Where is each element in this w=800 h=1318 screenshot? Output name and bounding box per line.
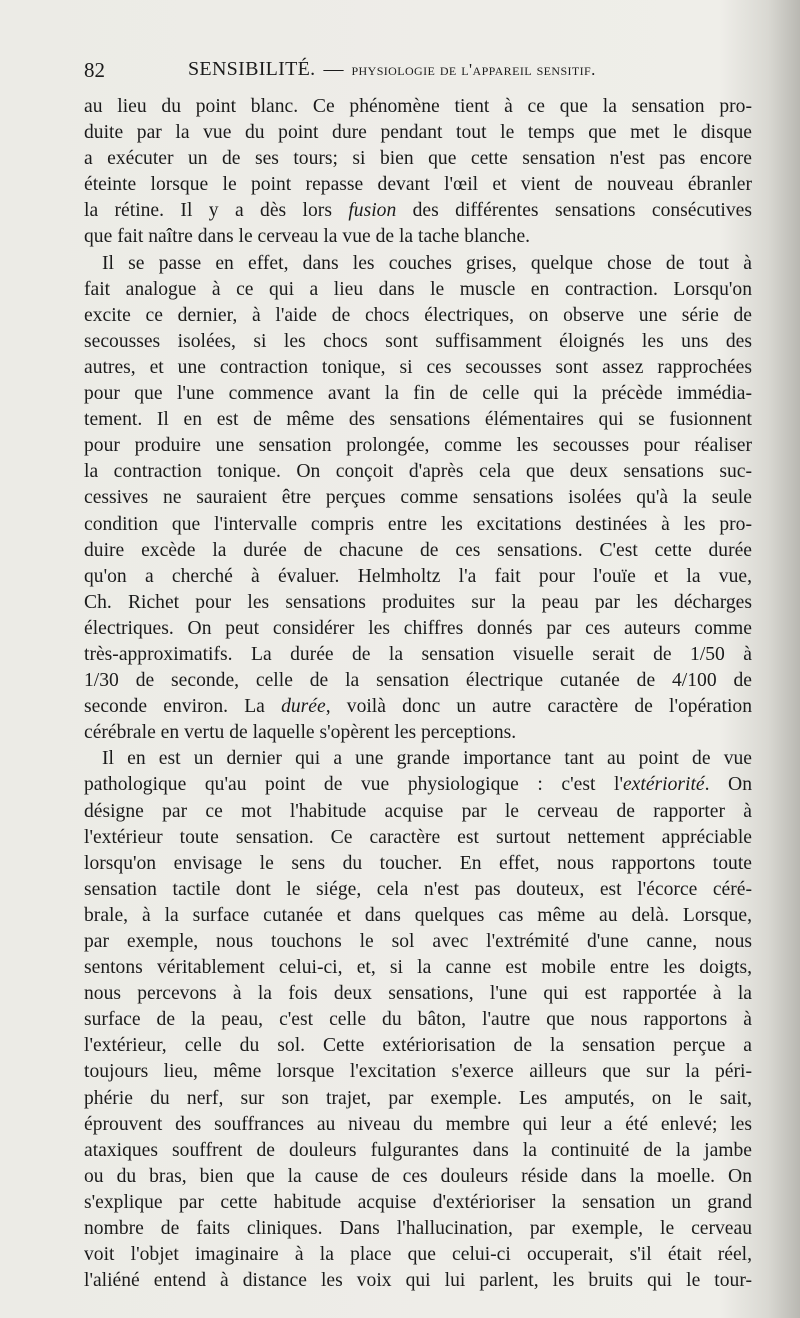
text-line	[84, 1190, 752, 1216]
text-run: toujours lieu, même lorsque l'excitation s'exerce ailleurs que sur la péri-	[84, 1061, 752, 1083]
page-number: 82	[84, 58, 105, 82]
text-run: , voilà donc un autre caractère de l'opération	[325, 696, 752, 718]
chapter-title: SENSIBILITÉ.	[188, 58, 316, 80]
text-line	[84, 616, 752, 642]
italic-term: fusion	[348, 200, 397, 222]
text-line	[84, 929, 752, 955]
text-line	[84, 459, 752, 485]
text-run: cessives ne sauraient être perçues comme sensations isolées qu'à la seule	[84, 487, 752, 509]
text-run: sensation tactile dont le siége, cela n'est pas douteux, est l'écorce céré-	[84, 878, 752, 900]
text-run: . On	[704, 774, 753, 796]
text-run: pathologique qu'au point de vue physiologique : c'est l'	[84, 774, 623, 796]
text-line	[84, 433, 752, 459]
text-run: désigne par ce mot l'habitude acquise par le cerveau de rapporter à	[84, 800, 752, 822]
text-line	[84, 485, 752, 511]
text-line	[84, 1216, 752, 1242]
text-run: éteinte lorsque le point repasse devant l'œil et vient de nouveau ébranler	[84, 174, 752, 196]
text-run: lorsqu'on envisage le sens du toucher. En effet, nous rapportons toute	[84, 852, 752, 874]
text-run: brale, à la surface cutanée et dans quelques cas même au delà. Lorsque,	[84, 904, 752, 926]
text-line	[84, 1112, 752, 1138]
text-run: autres, et une contraction tonique, si ces secousses sont assez rapprochées	[84, 356, 752, 378]
text-line	[84, 903, 752, 929]
italic-term: durée	[281, 696, 326, 718]
text-line	[84, 1138, 752, 1164]
text-line	[84, 355, 752, 381]
text-run: par exemple, nous touchons le sol avec l'extrémité d'une canne, nous	[84, 931, 752, 952]
text-line	[84, 94, 752, 120]
text-line	[84, 720, 752, 746]
text-line	[84, 381, 752, 407]
text-line	[84, 1059, 752, 1085]
text-line	[84, 1164, 752, 1190]
text-run: surface de la peau, c'est celle du bâton, l'autre que nous rapportons à	[84, 1009, 752, 1031]
text-run: secousses isolées, si les chocs sont suffisamment éloignés les uns des	[84, 330, 752, 352]
text-line	[84, 642, 752, 668]
text-run: au lieu du point blanc. Ce phénomène tient à ce que la sensation pro-	[84, 96, 752, 117]
text-run: éprouvent des souffrances au niveau du membre qui leur a été enlevé; les	[84, 1113, 752, 1135]
text-line	[84, 512, 752, 538]
text-line	[84, 825, 752, 851]
text-line	[84, 564, 752, 590]
text-line	[84, 538, 752, 564]
text-run: des différentes sensations consécutives	[396, 200, 752, 222]
text-run: voit l'objet imaginaire à la place que celui-ci occuperait, s'il était réel,	[84, 1244, 752, 1266]
text-line	[84, 198, 752, 224]
text-run: ou du bras, bien que la cause de ces douleurs réside dans la moelle. On	[84, 1165, 752, 1187]
text-run: très-approximatifs. La durée de la sensation visuelle serait de 1/50 à	[84, 643, 752, 665]
text-line	[84, 772, 752, 798]
text-run: la contraction tonique. On conçoit d'après cela que deux sensations suc-	[84, 461, 752, 483]
text-run: nombre de faits cliniques. Dans l'hallucination, par exemple, le cerveau	[84, 1218, 752, 1240]
text-line	[84, 955, 752, 981]
text-run: Il se passe en effet, dans les couches grises, quelque chose de tout à	[102, 252, 752, 274]
text-line	[84, 851, 752, 877]
text-run: pour que l'une commence avant la fin de celle qui la précède immédia-	[84, 383, 752, 405]
italic-term: extériorité	[622, 774, 705, 796]
text-run: électriques. On peut considérer les chiffres donnés par ces auteurs comme	[84, 617, 752, 639]
text-line	[84, 877, 752, 903]
text-line	[84, 251, 752, 277]
text-run: Ch. Richet pour les sensations produites sur la peau par les décharges	[84, 591, 752, 613]
text-run: s'explique par cette habitude acquise d'extérioriser la sensation un grand	[84, 1191, 752, 1213]
text-line	[84, 146, 752, 172]
text-line	[84, 1242, 752, 1268]
text-line	[84, 981, 752, 1007]
text-line	[84, 1033, 752, 1059]
text-run: l'extérieur toute sensation. Ce caractère est surtout nettement appréciable	[84, 826, 752, 848]
running-header	[84, 58, 764, 88]
text-line	[84, 1268, 752, 1294]
text-line	[84, 746, 752, 772]
text-run: que fait naître dans le cerveau la vue de la tache blanche.	[84, 226, 531, 248]
text-line	[84, 799, 752, 825]
text-run: seconde environ. La	[84, 696, 282, 718]
text-line	[84, 329, 752, 355]
text-run: excite ce dernier, à l'aide de chocs électriques, on observe une série de	[84, 304, 752, 326]
text-run: 1/30 de seconde, celle de la sensation électrique cutanée de 4/100 de	[84, 670, 752, 692]
text-run: duire excède la durée de chacune de ces sensations. C'est cette durée	[84, 539, 752, 561]
text-run: Il en est un dernier qui a une grande importance tant au point de vue	[102, 748, 752, 770]
text-run: fait analogue à ce qui a lieu dans le muscle en contraction. Lorsqu'on	[84, 278, 752, 300]
text-line	[84, 120, 752, 146]
text-run: la rétine. Il y a dès lors	[84, 200, 349, 222]
text-run: l'aliéné entend à distance les voix qui lui parlent, les bruits qui le tour-	[84, 1270, 752, 1292]
text-line	[84, 407, 752, 433]
text-run: tement. Il en est de même des sensations élémentaires qui se fusionnent	[84, 409, 752, 431]
text-run: a exécuter un de ses tours; si bien que cette sensation n'est pas encore	[84, 148, 752, 170]
text-run: condition que l'intervalle compris entre les excitations destinées à les pro-	[84, 513, 752, 535]
body-text	[84, 94, 752, 1294]
text-line	[84, 224, 752, 250]
text-line	[84, 694, 752, 720]
text-run: nous percevons à la fois deux sensations, l'une qui est rapportée à la	[84, 983, 752, 1005]
section-subtitle: physiologie de l'appareil sensitif.	[351, 60, 596, 79]
text-line	[84, 1086, 752, 1112]
text-run: cérébrale en vertu de laquelle s'opèrent les perceptions.	[84, 722, 517, 744]
text-line	[84, 1007, 752, 1033]
text-run: ataxiques souffrent de douleurs fulgurantes dans la continuité de la jambe	[84, 1139, 752, 1161]
text-line	[84, 590, 752, 616]
text-run: sentons véritablement celui-ci, et, si la canne est mobile entre les doigts,	[84, 957, 752, 979]
running-title	[188, 58, 596, 81]
text-run: pour produire une sensation prolongée, comme les secousses pour réaliser	[84, 435, 752, 457]
text-run: phérie du nerf, sur son trajet, par exemple. Les amputés, on le sait,	[84, 1087, 752, 1109]
text-line	[84, 172, 752, 198]
text-run: duite par la vue du point dure pendant tout le temps que met le disque	[84, 122, 752, 144]
text-run: l'extérieur, celle du sol. Cette extériorisation de la sensation perçue a	[84, 1035, 752, 1057]
title-dash: —	[323, 58, 344, 80]
text-line	[84, 277, 752, 303]
text-line	[84, 303, 752, 329]
text-line	[84, 668, 752, 694]
text-run: qu'on a cherché à évaluer. Helmholtz l'a fait pour l'ouïe et la vue,	[84, 565, 752, 587]
